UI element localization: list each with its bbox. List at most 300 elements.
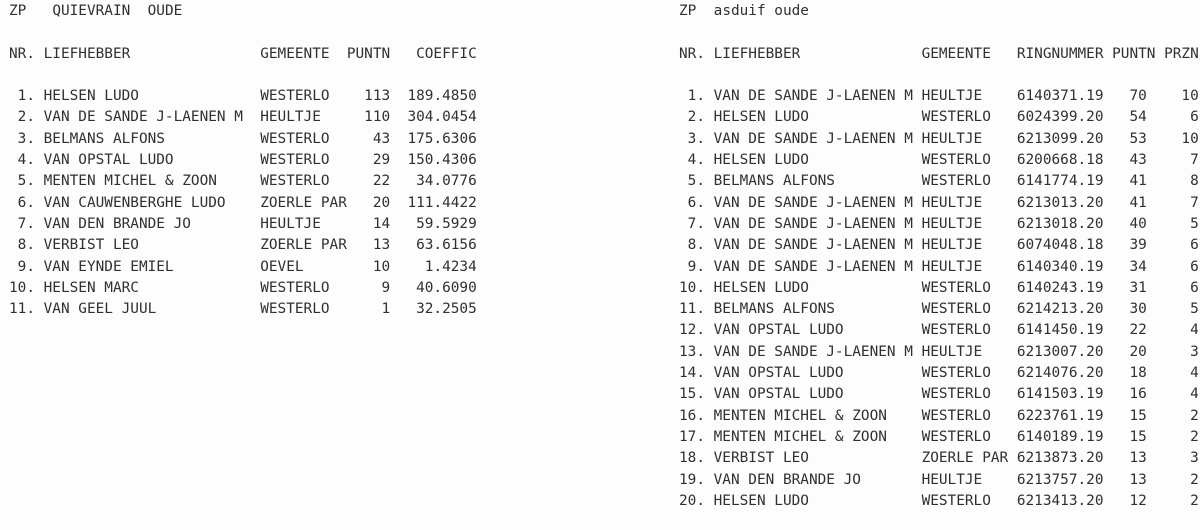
cell-gemeente: HEULTJE [921,258,983,275]
column-gap [1155,107,1164,128]
cell-gemeente: WESTERLO [921,301,991,318]
cell-nr: 16. [679,407,705,424]
cell-puntn: 13 [1129,471,1147,488]
table-row [9,107,477,128]
column-gap [35,150,44,171]
cell-ringnummer: 6140243.19 [1016,279,1104,296]
cell-gemeente: WESTERLO [921,152,991,169]
cell-coeffic: 63.6156 [416,237,477,254]
table-row [679,427,1199,448]
cell-przn: 6 [1190,279,1199,296]
column-gap [913,214,922,235]
cell-ringnummer: 6213013.20 [1016,194,1104,211]
cell-nr: 11. [679,301,705,318]
cell-nr: 7. [17,215,35,232]
cell-nr: 12. [679,322,705,339]
column-gap [390,86,407,107]
cell-gemeente: HEULTJE [921,88,983,105]
cell-ringnummer: 6140340.19 [1016,258,1104,275]
column-header-przn: PRZN [1164,45,1199,62]
cell-puntn: 18 [1129,365,1147,382]
table-row [679,384,1199,405]
cell-nr: 3. [687,130,705,147]
table-row [9,171,477,192]
cell-nr: 19. [679,471,705,488]
column-gap [705,150,714,171]
table-row [679,299,1199,320]
column-gap [913,342,922,363]
cell-puntn: 12 [1129,492,1147,509]
column-gap [913,470,922,491]
cell-liefhebber: VAN DE SANDE J-LAENEN M [713,343,913,360]
cell-puntn: 70 [1129,88,1147,105]
column-gap [1008,320,1017,341]
cell-gemeente: WESTERLO [921,322,991,339]
column-header-nr: NR. [679,45,705,62]
table-row [679,193,1199,214]
column-gap [913,129,922,150]
cell-puntn: 22 [1129,322,1147,339]
column-gap [913,235,922,256]
cell-nr: 9. [687,258,705,275]
column-gap [390,214,407,235]
column-header-liefhebber: LIEFHEBBER [43,45,131,62]
cell-liefhebber: VAN OPSTAL LUDO [713,386,844,403]
panel-asduif-oude [679,1,1199,512]
column-gap [243,257,260,278]
table-row [9,299,477,320]
column-gap [390,299,407,320]
column-gap [1008,363,1017,384]
column-gap [1103,193,1112,214]
cell-przn: 2 [1190,428,1199,445]
cell-puntn: 113 [364,88,391,105]
column-gap [1103,384,1112,405]
cell-gemeente: WESTERLO [260,279,330,296]
cell-liefhebber: VAN DE SANDE J-LAENEN M [713,215,913,232]
cell-ringnummer: 6213873.20 [1016,450,1104,467]
column-gap [1008,86,1017,107]
column-gap [1155,299,1164,320]
cell-gemeente: WESTERLO [921,365,991,382]
cell-coeffic: 175.6306 [407,130,477,147]
column-gap [1155,171,1164,192]
cell-ringnummer: 6214076.20 [1016,365,1104,382]
cell-przn: 4 [1190,386,1199,403]
column-gap [243,299,260,320]
column-gap [1155,129,1164,150]
cell-gemeente: HEULTJE [260,215,321,232]
column-gap [1103,427,1112,448]
cell-nr: 1. [17,88,35,105]
cell-puntn: 31 [1129,279,1147,296]
column-gap [35,257,44,278]
cell-przn: 2 [1190,471,1199,488]
column-gap [1008,470,1017,491]
column-gap [1155,363,1164,384]
cell-coeffic: 189.4850 [407,88,477,105]
column-header-row [9,44,477,65]
column-gap [1103,214,1112,235]
cell-nr: 3. [17,130,35,147]
column-gap [913,320,922,341]
column-gap [1155,406,1164,427]
column-gap [243,214,260,235]
column-gap [1103,129,1112,150]
cell-liefhebber: VERBIST LEO [713,450,809,467]
cell-liefhebber: VAN EYNDE EMIEL [43,258,174,275]
cell-gemeente: WESTERLO [921,492,991,509]
panel-quievrain-oude [9,1,477,320]
column-gap [35,278,44,299]
cell-ringnummer: 6140371.19 [1016,88,1104,105]
cell-liefhebber: MENTEN MICHEL & ZOON [43,173,217,190]
column-gap [35,193,44,214]
table-row [679,107,1199,128]
cell-nr: 13. [679,343,705,360]
column-gap [913,150,922,171]
column-gap [390,44,407,65]
cell-nr: 18. [679,450,705,467]
table-row [679,470,1199,491]
column-gap [390,193,407,214]
column-header-gemeente: GEMEENTE [921,45,991,62]
cell-liefhebber: HELSEN LUDO [43,88,139,105]
cell-puntn: 1 [381,301,391,318]
results-list-asduif [679,86,1199,512]
cell-liefhebber: BELMANS ALFONS [43,130,165,147]
column-gap [1008,257,1017,278]
column-gap [1008,107,1017,128]
column-gap [35,129,44,150]
cell-przn: 4 [1190,365,1199,382]
cell-puntn: 15 [1129,407,1147,424]
cell-gemeente: HEULTJE [921,130,983,147]
cell-coeffic: 150.4306 [407,152,477,169]
column-gap [913,193,922,214]
column-gap [1155,448,1164,469]
cell-nr: 8. [687,237,705,254]
column-gap [1008,406,1017,427]
column-gap [390,278,407,299]
cell-puntn: 29 [372,152,391,169]
cell-puntn: 53 [1129,130,1147,147]
cell-nr: 4. [687,152,705,169]
column-gap [705,235,714,256]
cell-nr: 15. [679,386,705,403]
cell-liefhebber: VAN CAUWENBERGHE LUDO [43,194,226,211]
column-gap [705,342,714,363]
column-gap [390,235,407,256]
panel-title: ZP QUIEVRAIN OUDE [9,3,183,19]
table-row [9,257,477,278]
column-gap [1103,299,1112,320]
cell-liefhebber: VAN OPSTAL LUDO [43,152,174,169]
cell-gemeente: HEULTJE [921,343,983,360]
column-gap [1008,44,1017,65]
column-gap [243,44,260,65]
column-header-ringnummer: RINGNUMMER [1016,45,1104,62]
table-row [9,214,477,235]
cell-nr: 2. [687,109,705,126]
column-header-nr: NR. [9,45,35,62]
cell-nr: 10. [679,279,705,296]
cell-puntn: 41 [1129,194,1147,211]
cell-puntn: 40 [1129,215,1147,232]
cell-coeffic: 304.0454 [407,109,477,126]
table-row [679,214,1199,235]
table-row [9,235,477,256]
cell-nr: 20. [679,492,705,509]
cell-gemeente: WESTERLO [260,130,330,147]
cell-liefhebber: MENTEN MICHEL & ZOON [713,407,887,424]
table-row [679,129,1199,150]
column-gap [243,193,260,214]
cell-liefhebber: VAN GEEL JUUL [43,301,157,318]
column-gap [35,235,44,256]
table-row [679,491,1199,512]
column-gap [1008,427,1017,448]
column-gap [1103,342,1112,363]
table-row [9,129,477,150]
column-gap [1103,448,1112,469]
cell-przn: 6 [1190,109,1199,126]
cell-coeffic: 40.6090 [416,279,477,296]
column-gap [913,299,922,320]
column-gap [390,107,407,128]
column-gap [1008,214,1017,235]
column-gap [1103,257,1112,278]
column-gap [1155,235,1164,256]
cell-ringnummer: 6213099.20 [1016,130,1104,147]
table-row [679,235,1199,256]
cell-liefhebber: VAN DE SANDE J-LAENEN M [43,109,243,126]
cell-puntn: 14 [372,215,391,232]
cell-ringnummer: 6213757.20 [1016,471,1104,488]
table-row [679,257,1199,278]
column-gap [35,86,44,107]
column-gap [913,107,922,128]
cell-puntn: 43 [372,130,391,147]
cell-nr: 1. [687,88,705,105]
column-gap [705,363,714,384]
column-gap [1103,107,1112,128]
cell-puntn: 16 [1129,386,1147,403]
cell-ringnummer: 6141503.19 [1016,386,1104,403]
column-gap [1103,150,1112,171]
cell-liefhebber: HELSEN MARC [43,279,139,296]
cell-nr: 9. [17,258,35,275]
column-gap [35,107,44,128]
cell-gemeente: WESTERLO [921,407,991,424]
column-header-liefhebber: LIEFHEBBER [713,45,801,62]
cell-nr: 6. [687,194,705,211]
column-gap [1155,470,1164,491]
table-row [679,171,1199,192]
column-gap [1103,363,1112,384]
cell-ringnummer: 6214213.20 [1016,301,1104,318]
cell-liefhebber: HELSEN LUDO [713,492,809,509]
column-gap [1008,235,1017,256]
column-gap [243,171,260,192]
table-row [679,320,1199,341]
cell-przn: 5 [1190,301,1199,318]
cell-puntn: 13 [372,237,391,254]
cell-gemeente: HEULTJE [921,194,983,211]
column-header-puntn: PUNTN [1112,45,1156,62]
cell-liefhebber: HELSEN LUDO [713,279,809,296]
column-gap [1155,214,1164,235]
column-gap [913,86,922,107]
cell-coeffic: 34.0776 [416,173,477,190]
column-gap [1155,257,1164,278]
column-gap [705,193,714,214]
table-row [9,150,477,171]
column-gap [1008,491,1017,512]
cell-przn: 8 [1190,173,1199,190]
column-gap [1155,193,1164,214]
cell-gemeente: WESTERLO [921,279,991,296]
table-row [679,448,1199,469]
cell-gemeente: WESTERLO [260,88,330,105]
cell-puntn: 39 [1129,237,1147,254]
column-gap [705,278,714,299]
cell-coeffic: 59.5929 [416,215,477,232]
column-gap [705,427,714,448]
cell-ringnummer: 6213018.20 [1016,215,1104,232]
cell-puntn: 54 [1129,109,1147,126]
cell-ringnummer: 6200668.18 [1016,152,1104,169]
column-header-gemeente: GEMEENTE [260,45,330,62]
column-gap [390,150,407,171]
cell-przn: 3 [1190,343,1199,360]
column-header-coeffic: COEFFIC [416,45,477,62]
column-header-puntn: PUNTN [346,45,391,62]
table-row [679,278,1199,299]
table-row [9,278,477,299]
cell-gemeente: WESTERLO [921,109,991,126]
column-gap [1008,342,1017,363]
table-row [679,342,1199,363]
column-gap [705,129,714,150]
cell-przn: 2 [1190,492,1199,509]
cell-puntn: 41 [1129,173,1147,190]
column-gap [243,129,260,150]
column-gap [1103,44,1112,65]
results-list-quievrain [9,86,477,320]
column-gap [1008,448,1017,469]
column-gap [243,278,260,299]
cell-liefhebber: VAN DEN BRANDE JO [43,215,191,232]
cell-gemeente: OEVEL [260,258,304,275]
cell-liefhebber: HELSEN LUDO [713,109,809,126]
table-row [679,150,1199,171]
column-gap [1155,278,1164,299]
cell-gemeente: HEULTJE [921,237,983,254]
column-gap [705,107,714,128]
column-gap [1008,278,1017,299]
cell-liefhebber: HELSEN LUDO [713,152,809,169]
cell-nr: 14. [679,365,705,382]
cell-przn: 2 [1190,407,1199,424]
cell-nr: 7. [687,215,705,232]
cell-ringnummer: 6140189.19 [1016,428,1104,445]
cell-liefhebber: MENTEN MICHEL & ZOON [713,428,887,445]
column-gap [390,257,407,278]
cell-puntn: 9 [381,279,391,296]
cell-przn: 7 [1190,152,1199,169]
column-gap [705,470,714,491]
cell-puntn: 34 [1129,258,1147,275]
cell-gemeente: WESTERLO [921,173,991,190]
column-gap [705,86,714,107]
column-gap [1103,406,1112,427]
cell-nr: 5. [687,173,705,190]
cell-gemeente: HEULTJE [921,471,983,488]
column-gap [913,406,922,427]
cell-nr: 2. [17,109,35,126]
cell-przn: 4 [1190,322,1199,339]
cell-nr: 5. [17,173,35,190]
cell-nr: 8. [17,237,35,254]
table-row [9,86,477,107]
cell-liefhebber: BELMANS ALFONS [713,301,835,318]
cell-puntn: 15 [1129,428,1147,445]
cell-przn: 6 [1190,237,1199,254]
column-gap [1008,171,1017,192]
cell-przn: 5 [1190,215,1199,232]
column-gap [1155,150,1164,171]
cell-ringnummer: 6213007.20 [1016,343,1104,360]
column-gap [1008,299,1017,320]
cell-gemeente: WESTERLO [260,152,330,169]
cell-gemeente: WESTERLO [260,173,330,190]
cell-gemeente: ZOERLE PAR [260,194,347,211]
column-gap [1008,193,1017,214]
table-row [679,363,1199,384]
column-gap [35,44,44,65]
table-row [9,193,477,214]
cell-nr: 17. [679,428,705,445]
cell-liefhebber: VAN OPSTAL LUDO [713,365,844,382]
column-gap [1103,491,1112,512]
column-gap [913,171,922,192]
column-gap [913,448,922,469]
cell-coeffic: 1.4234 [424,258,477,275]
table-row [679,406,1199,427]
cell-ringnummer: 6141450.19 [1016,322,1104,339]
cell-ringnummer: 6074048.18 [1016,237,1104,254]
column-gap [35,214,44,235]
cell-liefhebber: VAN OPSTAL LUDO [713,322,844,339]
column-gap [1155,491,1164,512]
column-gap [705,299,714,320]
cell-puntn: 30 [1129,301,1147,318]
cell-liefhebber: VAN DEN BRANDE JO [713,471,861,488]
cell-liefhebber: VAN DE SANDE J-LAENEN M [713,130,913,147]
column-gap [35,299,44,320]
column-gap [1103,470,1112,491]
column-gap [1103,278,1112,299]
column-gap [913,257,922,278]
column-gap [1155,342,1164,363]
cell-przn: 10 [1181,88,1199,105]
column-gap [913,363,922,384]
column-gap [913,427,922,448]
cell-puntn: 22 [372,173,391,190]
column-gap [705,257,714,278]
column-gap [243,86,260,107]
